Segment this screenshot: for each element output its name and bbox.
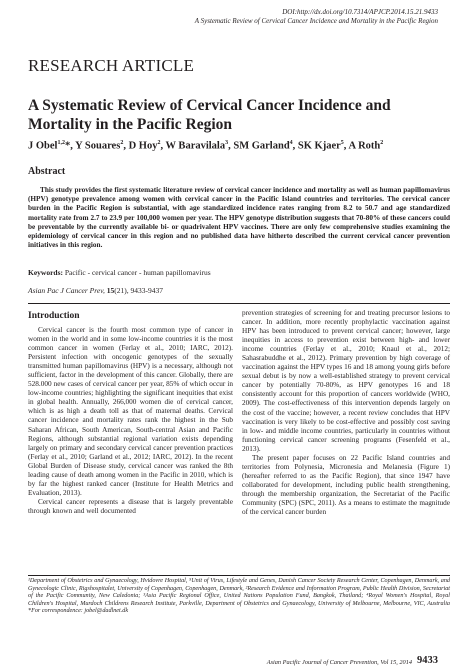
author-name: J Obel: [28, 140, 58, 152]
left-column: [28, 326, 233, 516]
introduction-heading: Introduction: [28, 311, 80, 321]
keywords: [28, 268, 211, 277]
citation-pages: (21), 9433-9437: [114, 286, 163, 295]
keywords-text: Pacific - cervical cancer - human papillomavirus: [64, 268, 211, 277]
intro-paragraph: prevention strategies of screening for and treating precursor lesions to cancer. In addition, more recently prophylactic vaccination against HPV has been introduced to prevent cervical cancer; however, large inequities in access to prevention exist between high- and lower income countries (Ferlay et al., 2010; Knaul et al., 2012; Sahasrabuddhe et al., 2012). Primary prevention by high coverage of vaccination against the HPV types 16 and 18 among young girls before sexual debut is by now a well-established strategy to prevent cervical cancer by potentially 70-80%, as HPV genotypes 16 and 18 consistently account for this proportion of cancers worldwide (WHO, 2009). The cost-effectiveness of this intervention depends largely on the cost of the vaccine; however, a recent review concludes that HPV vaccination is very likely to be cost-effective and possibly cost saving in low- and middle income countries, particularly in countries without functioning cervical cancer screening programs (Fesenfeld et al., 2013).: [242, 309, 450, 453]
doi-link[interactable]: DOI:http://dx.doi.org/10.7314/APJCP.2014.15.21.9433: [282, 8, 438, 16]
abstract-heading: Abstract: [28, 166, 66, 177]
author-name: D Hoy: [128, 140, 158, 152]
author-affiliation: 2: [157, 140, 161, 146]
author-name: SK Kjaer: [297, 140, 341, 152]
section-divider: [28, 303, 450, 304]
author-separator: ,: [160, 140, 166, 152]
author-affiliation: 1,2: [57, 140, 65, 146]
author-name: W Baravilala: [165, 140, 226, 152]
author-separator: ,: [228, 140, 234, 152]
article-title: A Systematic Review of Cervical Cancer Incidence and Mortality in the Pacific Region: [28, 97, 391, 133]
citation-volume: 15: [106, 286, 115, 295]
header-doi: [195, 8, 438, 26]
author-affiliation: 5: [340, 140, 344, 146]
author-affiliation: 2: [120, 140, 124, 146]
citation: [28, 286, 163, 295]
intro-paragraph: The present paper focuses on 22 Pacific Island countries and territories from Polynesia, Micronesia and Melanesia (Figure 1) (hereafter referred to as the Pacific Region), that since 1947 have collaborated for development, including public health strengthening, through the membership organization, the Secretariat of the Pacific Community (SPC) (SPC, 2011). As a means to estimate the magnitude of the cervical cancer burden: [242, 453, 450, 517]
author-separator: ,: [292, 140, 298, 152]
author-name: A Roth: [348, 140, 381, 152]
author-list: [28, 140, 458, 152]
keywords-label: Keywords:: [28, 268, 63, 277]
intro-paragraph: Cervical cancer is the fourth most common type of cancer in women in the world and in some low-income countries it is the most common cancer in women (Ferlay et al., 2010; IARC, 2012). Persistent infection with oncogenic genotypes of the sexually transmitted human papillomavirus (HPV) is a necessary, although not sufficient, factor in the development of this cancer. Globally, there are 528.000 new cases of cervical cancer per year, 85% of which occur in low-income countries; highlighting the significant inequities that exist in global health. Annually, 266,000 women die of cervical cancer, which is as high a death toll as that of maternal deaths. Cervical cancer incidence and mortality rates rank the highest in the Sub Saharan African, South American, South-central Asian and Pacific Regions, although substantial regional variation exists depending largely on primary and secondary cervical cancer prevention practices (Ferlay et al., 2010; Garland et al., 2012; IARC, 2012). In the recent Global Burden of Disease study, cervical cancer was ranked the 8th leading cause of death among women in the Pacific in 2010, which is by far the highest ranked cancer (Institute for Health Metrics and Evaluation, 2013).: [28, 326, 233, 497]
author-name: Y Souares: [75, 140, 121, 152]
abstract-text: This study provides the first systematic literature review of cervical cancer incidence and mortality as well as human papillomavirus (HPV) genotype prevalence among women with cervical cancer in the Pacific Island countries and territories. The cervical cancer burden in the Pacific Region is substantial, with age standardized incidence rates ranging from 8.2 to 50.7 and age standardized mortality rate from 2.7 to 23.9 per 100,000 women per year. The HPV genotype distribution suggests that 70-80% of these cancers could be preventable by the currently available bi- or quadrivalent HPV vaccines. There are only few comprehensive studies examining the epidemiology of cervical cancer in this region and no published data have hitherto described the current cervical cancer prevention initiatives in this region.: [28, 186, 450, 250]
citation-journal: Asian Pac J Cancer Prev,: [28, 286, 105, 295]
author-affiliation: 3: [225, 140, 229, 146]
author-affiliation: 2: [380, 140, 384, 146]
author-separator: *,: [64, 140, 76, 152]
author-separator: ,: [123, 140, 129, 152]
author-separator: ,: [343, 140, 349, 152]
footnote-divider: [28, 575, 450, 576]
affiliations-footnote: ¹Department of Obstetrics and Gynaecology, Hvidovre Hospital, ⁵Unit of Virus, Lifestyle and Genes, Danish Cancer Society Research Center, Copenhagen, Denmark, and Gynecologic Clinic, Rigshospitalet, University of Copenhagen, Copenhagen, Denmark, ²Research Evidence and Information Program, Public Health Division, Secretariat of the Pacific Community, New Caledonia; ³Asia Pacific Regional Office, United Nations Population Fund, Bangkok, Thailand; ⁴Royal Women's Hospital, Royal Children's Hospital, Murdoch Childrens Research Institute, Parkville, Department of Obstetrics and Gynaecology, University of Melbourne, Melbourne, VIC, Australia *For correspondence: jobel@dadlnet.dk: [28, 578, 450, 615]
footer-journal: Asian Pacific Journal of Cancer Prevention, Vol 15, 2014: [266, 659, 412, 666]
page-number: 9433: [417, 655, 438, 666]
running-title: A Systematic Review of Cervical Cancer Incidence and Mortality in the Pacific Region: [194, 17, 438, 25]
author-affiliation: 4: [289, 140, 293, 146]
section-label: RESEARCH ARTICLE: [28, 56, 195, 75]
author-name: SM Garland: [233, 140, 290, 152]
intro-paragraph: Cervical cancer represents a disease that is largely preventable through known and well documented: [28, 497, 233, 515]
right-column: [242, 309, 450, 517]
